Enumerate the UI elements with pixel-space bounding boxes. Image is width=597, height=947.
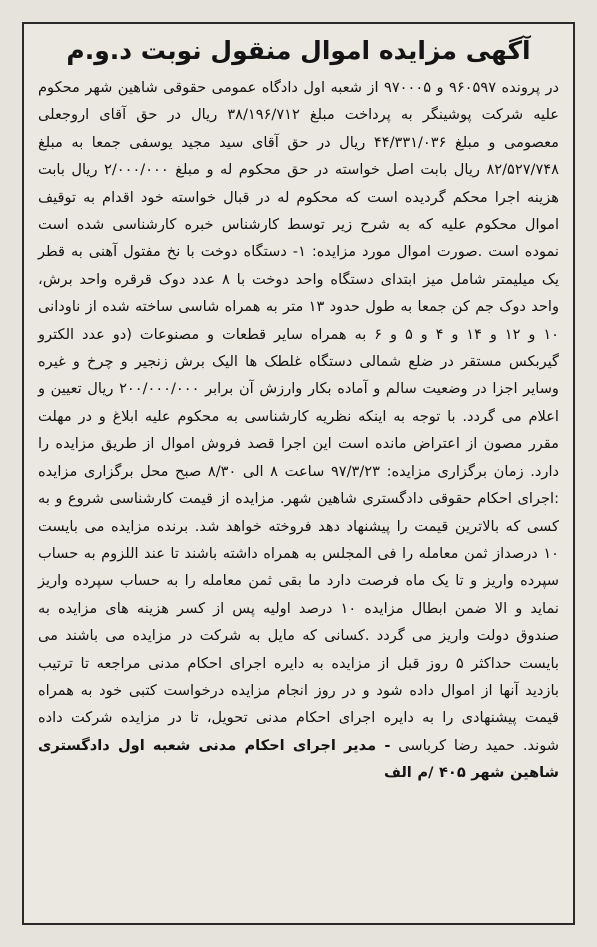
- notice-signature: - مدیر اجرای احکام مدنی شعبه اول دادگستری شاهین شهر ۴۰۵ /م الف: [38, 736, 559, 782]
- notice-body-text: [38, 74, 559, 787]
- auction-notice-box: [22, 22, 575, 925]
- notice-body: در پرونده ۹۶۰۵۹۷ و ۹۷۰۰۰۵ از شعبه اول دادگاه عمومی حقوقی شاهین شهر محکوم علیه شرکت پوشینگر به پرداخت مبلغ ۳۸/۱۹۶/۷۱۲ ریال در حق آقای اروجعلی معصومی و مبلغ ۴۴/۳۳۱/۰۳۶ ریال در حق آقای سید مجید یوسفی جمعا به مبلغ ۸۲/۵۲۷/۷۴۸ ریال بابت اصل خواسته در حق محکوم له و مبلغ ۲/۰۰۰/۰۰۰ ریال بابت هزینه اجرا محکم گردیده است که محکوم له در قبال خواسته خود اقدام به توقیف اموال محکوم علیه که به شرح زیر توسط کارشناس خبره کارشناسی شده است نموده است .صورت اموال مورد مزایده: ۱- دستگاه دوخت با نخ مفتول آهنی به قطر یک میلیمتر شامل میز ابتدای دستگاه واحد دوخت با ۸ عدد دوک قرقره واحد برش، واحد دوک جم کن جمعا به طول حدود ۱۳ متر به همراه شاسی ساخته شده از ناودانی ۱۰ و ۱۲ و ۱۴ و ۴ و ۵ و ۶ به همراه سایر قطعات و مصنوعات (دو عدد الکترو گیربکس مستقر در ضلع شمالی دستگاه غلطک ها الیک برش زنجیر و چرخ و غیره وسایر اجزا در وضعیت سالم و آماده بکار وارزش آن برابر ۲۰۰/۰۰۰/۰۰۰ ریال تعیین و اعلام می گردد. با توجه به اینکه نظریه کارشناسی به محکوم علیه ابلاغ و در مهلت مقرر مصون از اعتراض مانده است این اجرا قصد فروش اموال از طریق مزایده را دارد. زمان برگزاری مزایده: ۹۷/۳/۲۳ ساعت ۸ الی ۸/۳۰ صبح محل برگزاری مزایده :اجرای احکام حقوقی دادگستری شاهین شهر. مزایده از قیمت کارشناسی شروع و به کسی که بالاترین قیمت را پیشنهاد دهد فروخته خواهد شد. برنده مزایده می بایست ۱۰ درصداز ثمن معامله را فی المجلس به همراه داشته باشند تا عند اللزوم به حساب سپرده واریز و تا یک ماه فرصت دارد ما بقی ثمن معامله را به حساب سپرده واریز نماید و الا ضمن ابطال مزایده ۱۰ درصد اولیه پس از کسر هزینه های مزایده به صندوق دولت واریز می گردد .کسانی که مایل به شرکت در مزایده می باشند می بایست حداکثر ۵ روز قبل از مزایده به دایره اجرای احکام مدنی مراجعه تا ترتیب بازدید آنها از اموال داده شود و در روز انجام مزایده درخواست کتبی خود به همراه قیمت پیشنهادی را به دایره اجرای احکام مدنی تحویل، تا در مزایده شرکت داده شوند. حمید رضا کرباسی: [38, 79, 560, 754]
- notice-title: آگهی مزایده اموال منقول نوبت د.و.م: [66, 36, 531, 65]
